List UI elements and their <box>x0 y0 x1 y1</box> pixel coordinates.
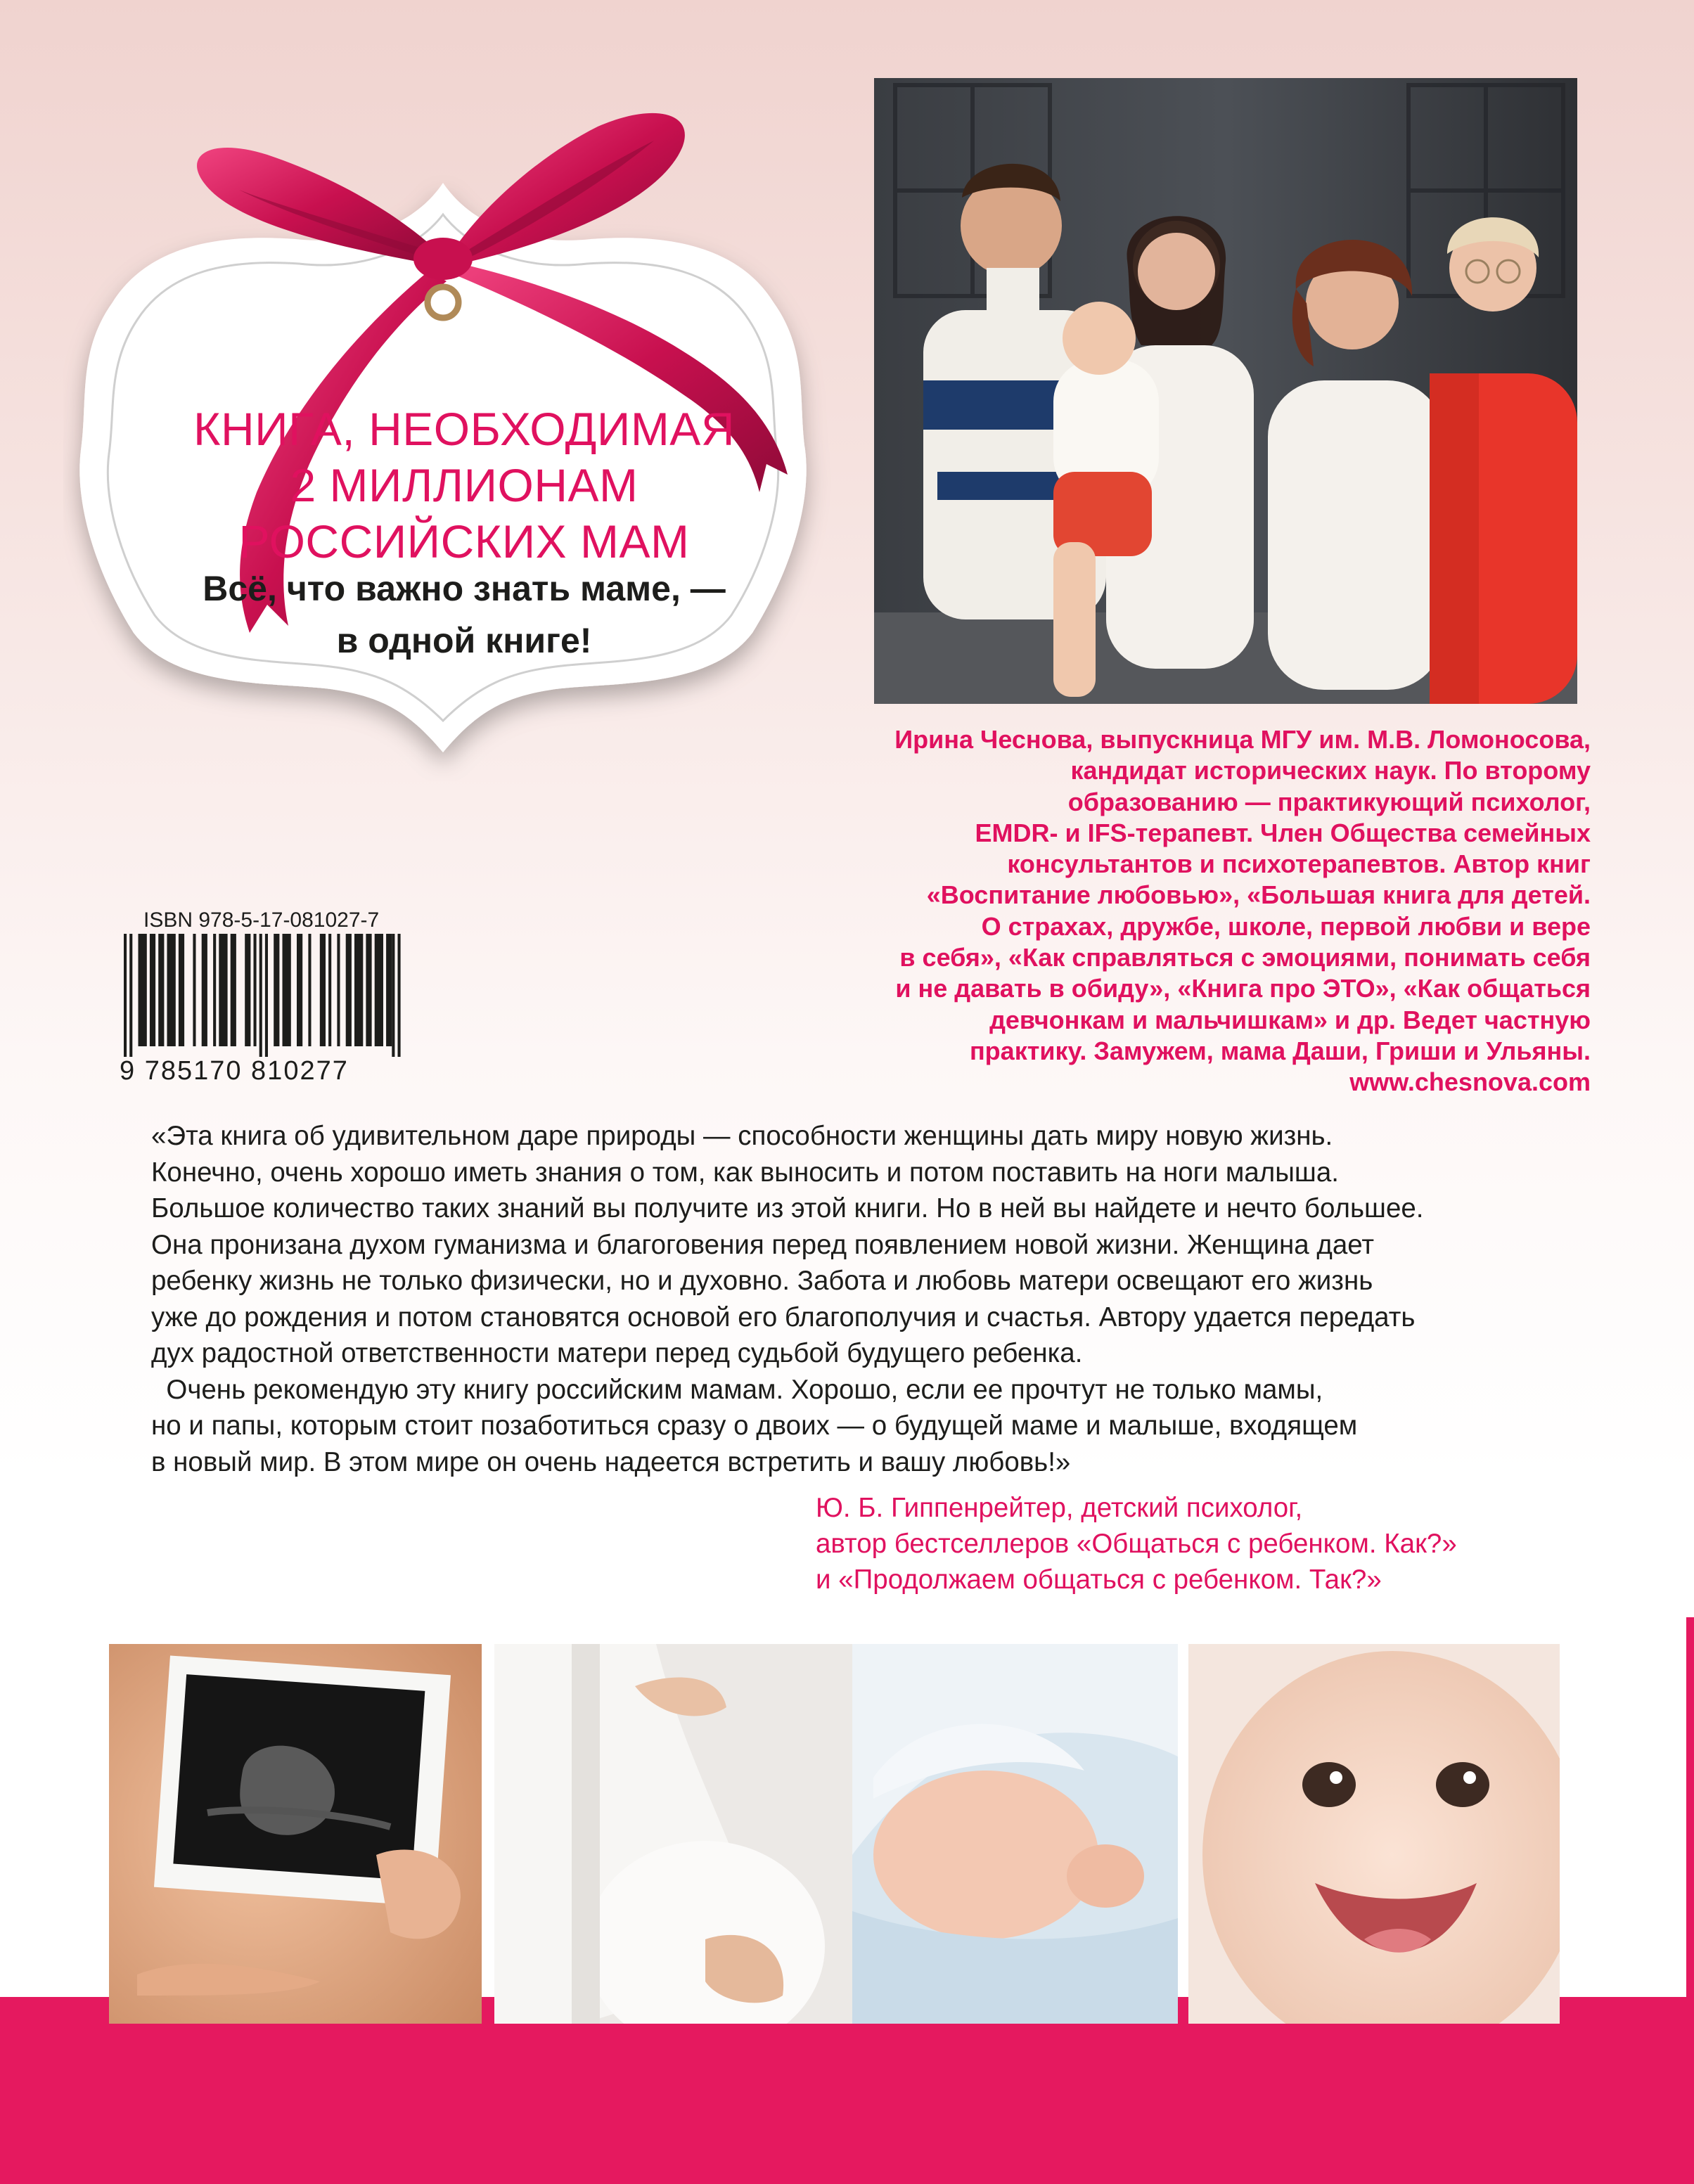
quote-line: Конечно, очень хорошо иметь знания о том, как выносить и потом поставить на ноги малыша. <box>151 1157 1339 1188</box>
barcode-bar <box>158 934 164 1046</box>
quote-line: в новый мир. В этом мире он очень надеется встретить и вашу любовь!» <box>151 1446 1071 1477</box>
tag-subtitle-line: в одной книге! <box>336 621 592 660</box>
gift-tag <box>63 70 865 781</box>
quote-line: дух радостной ответственности матери перед судьбой будущего ребенка. <box>151 1338 1083 1368</box>
signature-line: и «Продолжаем общаться с ребенком. Так?» <box>816 1565 1382 1595</box>
barcode-bar <box>392 934 394 1057</box>
author-bio-line: Ирина Чеснова, выпускница МГУ им. М.В. Ломоносова, <box>894 725 1591 754</box>
author-bio-line: и не давать в обиду», «Книга про ЭТО», «Как общаться <box>895 974 1591 1003</box>
accent-strip <box>1686 1617 1694 1997</box>
author-bio-line: «Воспитание любовью», «Большая книга для детей. <box>926 880 1591 910</box>
signature-line: Ю. Б. Гиппенрейтер, детский психолог, <box>816 1493 1303 1523</box>
photo-newborn <box>852 1644 1178 2024</box>
author-bio-line: кандидат исторических наук. По второму <box>1070 756 1591 785</box>
author-bio-line: образованию — практикующий психолог, <box>1067 787 1591 816</box>
author-bio-line: О страхах, дружбе, школе, первой любви и вере <box>981 911 1591 941</box>
tag-title-line: КНИГА, НЕОБХОДИМАЯ <box>193 403 735 455</box>
ultrasound-illustration <box>109 1644 482 2024</box>
tag-title-line: РОССИЙСКИХ МАМ <box>238 515 690 567</box>
barcode-bar <box>259 934 262 1057</box>
ribbon-knot <box>413 238 473 280</box>
author-bio-line: девчонкам и мальчишкам» и др. Ведет частную <box>989 1005 1591 1034</box>
quote-line: Большое количество таких знаний вы получите из этой книги. Но в ней вы найдете и нечто большее. <box>151 1193 1424 1223</box>
quote-line: ребенку жизнь не только физически, но и духовно. Забота и любовь матери освещают его жизнь <box>151 1266 1373 1296</box>
barcode-bar <box>337 934 340 1046</box>
barcode-bar <box>366 934 371 1046</box>
barcode-bar <box>150 934 155 1046</box>
barcode-bar <box>231 934 236 1046</box>
author-bio <box>845 724 1591 1098</box>
author-bio-line: EMDR- и IFS-терапевт. Член Общества семейных <box>975 818 1591 847</box>
bottom-band <box>0 1997 1694 2184</box>
barcode-bar <box>346 934 352 1046</box>
photo-pregnant-woman <box>494 1644 853 2024</box>
photo-ultrasound <box>109 1644 482 2024</box>
barcode-bar <box>386 934 392 1046</box>
barcode-bar <box>398 934 401 1057</box>
quote-line: «Эта книга об удивительном даре природы — способности женщины дать миру новую жизнь. <box>151 1121 1333 1151</box>
quote-line: уже до рождения и потом становятся основой его благополучия и счастья. Автору удается передать <box>151 1302 1416 1332</box>
barcode-bar <box>297 934 302 1046</box>
tag-subtitle-line: Всё, что важно знать маме, — <box>203 569 726 608</box>
signature-line: автор бестселлеров «Общаться с ребенком. Как?» <box>816 1529 1457 1559</box>
author-bio-line: в себя», «Как справляться с эмоциями, понимать себя <box>899 943 1591 972</box>
newborn-illustration <box>852 1644 1178 2024</box>
barcode-bar <box>354 934 363 1046</box>
barcode-bar <box>308 934 311 1046</box>
author-bio-line: практику. Замужем, мама Даши, Гриши и Ульяны. <box>969 1036 1591 1065</box>
family-photo-illustration <box>874 78 1577 704</box>
quote-line: Она пронизана духом гуманизма и благоговения перед появлением новой жизни. Женщина дает <box>151 1229 1375 1260</box>
barcode-bar <box>265 934 268 1057</box>
pregnant-woman-illustration <box>494 1644 853 2024</box>
tag-title <box>176 401 752 570</box>
barcode-digits: 9 785170 810277 <box>120 1056 349 1086</box>
barcode-bar <box>167 934 176 1046</box>
tag-subtitle <box>176 563 752 667</box>
photo-smiling-baby <box>1188 1644 1560 2024</box>
barcode-bar <box>254 934 257 1046</box>
family-photo <box>874 78 1577 704</box>
author-website[interactable]: www.chesnova.com <box>1349 1067 1591 1097</box>
barcode-bar <box>274 934 279 1046</box>
barcode-bar <box>375 934 383 1046</box>
review-quote <box>151 1118 1529 1480</box>
barcode-bar <box>129 934 132 1057</box>
barcode-bar <box>202 934 207 1046</box>
smiling-baby-illustration <box>1188 1644 1560 2024</box>
quote-line: но и папы, которым стоит позаботиться сразу о двоих — о будущей маме и малыше, входящем <box>151 1411 1358 1441</box>
quote-line: Очень рекомендую эту книгу российским мамам. Хорошо, если ее прочтут не только мамы, <box>151 1374 1323 1405</box>
barcode-bar <box>328 934 331 1046</box>
author-bio-line: консультантов и психотерапевтов. Автор книг <box>1007 849 1591 879</box>
isbn-label: ISBN 978-5-17-081027-7 <box>143 908 380 932</box>
barcode-bar <box>219 934 227 1046</box>
barcode-bar <box>320 934 326 1046</box>
barcode-bar <box>283 934 291 1046</box>
barcode-bar <box>139 934 147 1046</box>
tag-title-line: 2 МИЛЛИОНАМ <box>290 459 639 511</box>
barcode-bar <box>193 934 195 1046</box>
barcode-bars <box>120 934 411 1057</box>
barcode-bar <box>124 934 127 1057</box>
barcode-bar <box>179 934 184 1046</box>
barcode-bar <box>245 934 250 1046</box>
quote-signature <box>816 1490 1561 1598</box>
barcode-bar <box>213 934 216 1046</box>
